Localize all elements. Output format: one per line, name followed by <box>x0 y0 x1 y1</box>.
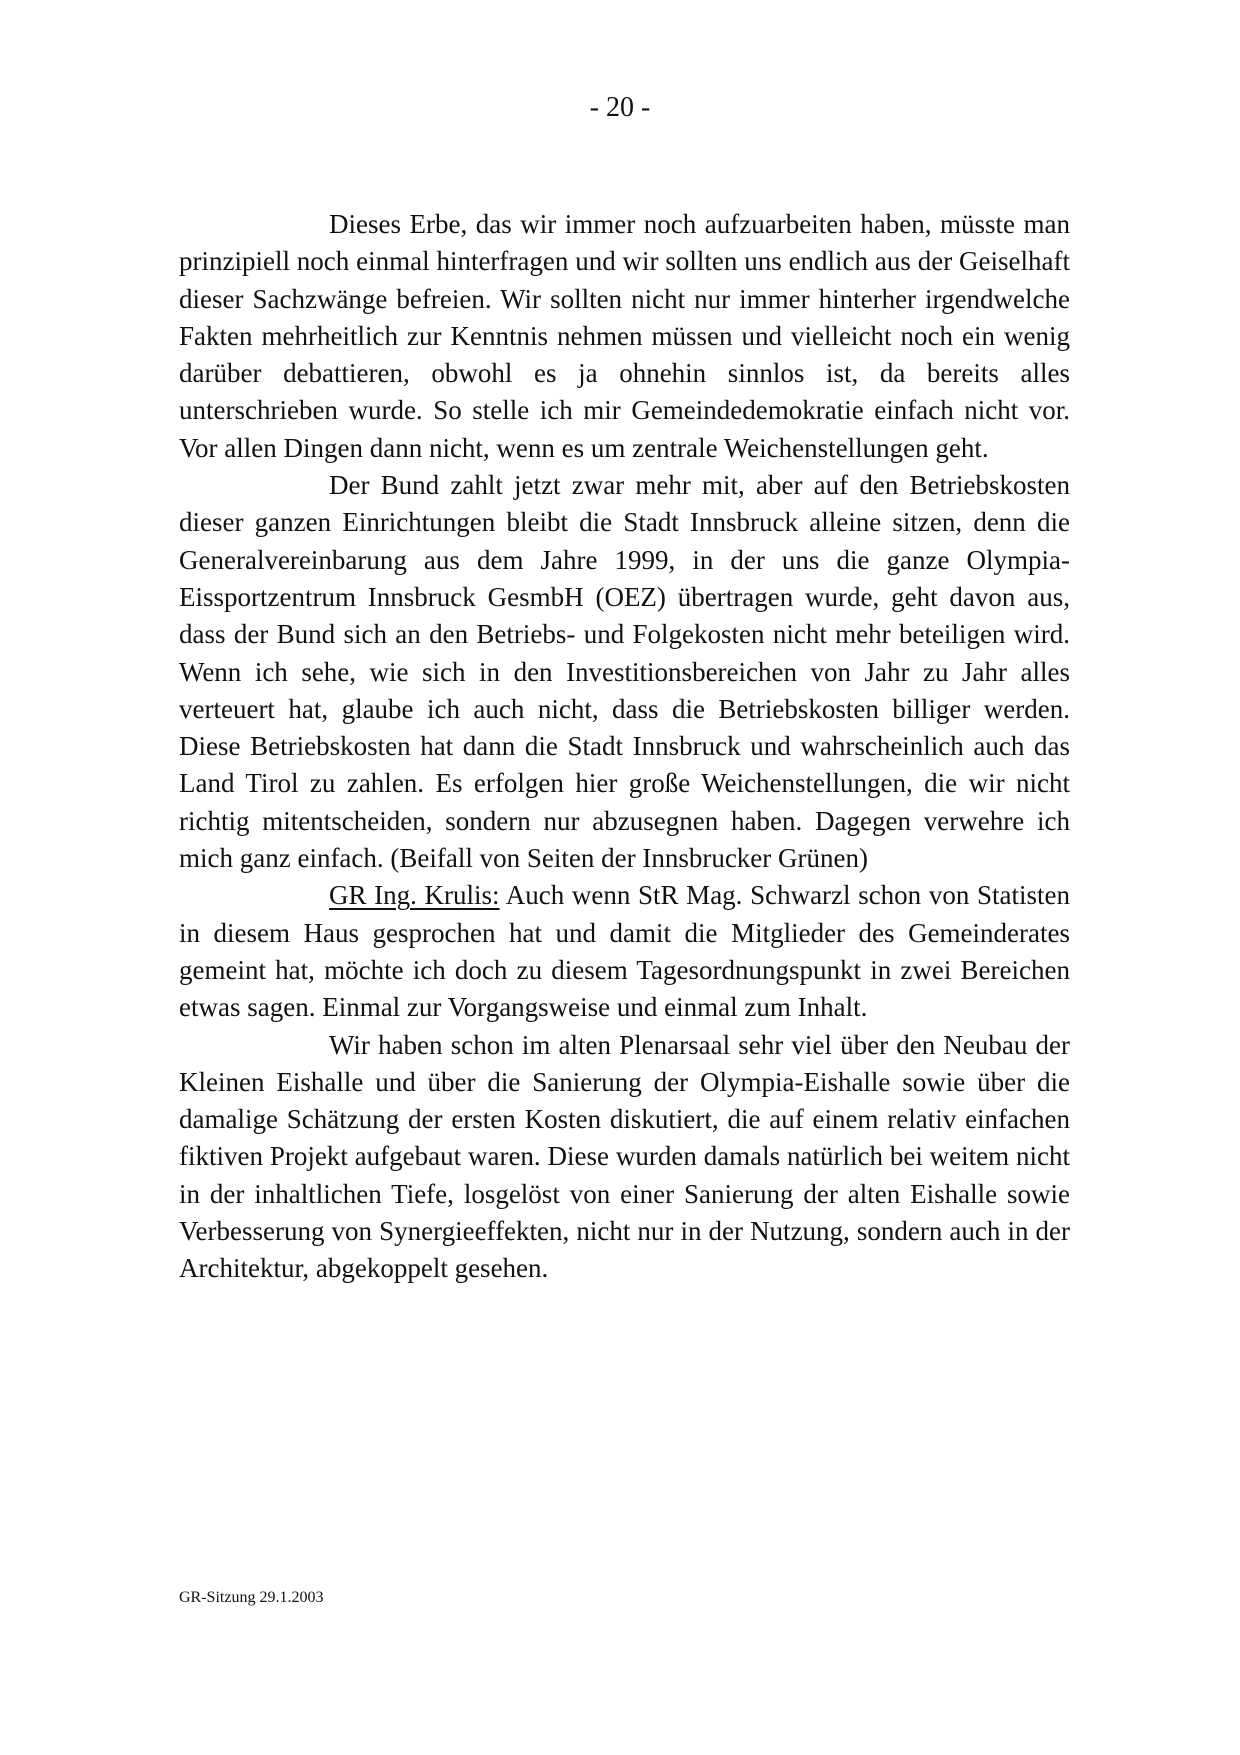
page-number: - 20 - <box>589 92 651 123</box>
document-body <box>179 206 1070 1288</box>
paragraph-3 <box>179 877 1070 1026</box>
speaker-name: GR Ing. Krulis: <box>329 880 500 911</box>
speaker-statement: Auch wenn StR Mag. Schwarzl schon von Statisten in diesem Haus gesprochen hat und damit die Mitglieder des Gemeinderates gemeint hat, möchte ich doch zu diesem Tagesordnungspunkt in zwei Bereichen etwas sagen. Einmal zur Vorgangsweise und einmal zum Inhalt. <box>179 880 1070 1023</box>
paragraph-1: Dieses Erbe, das wir immer noch aufzuarbeiten haben, müsste man prinzipiell noch einmal hinterfragen und wir sollten uns endlich aus der Geiselhaft dieser Sachzwänge befreien. Wir sollten nicht nur immer hinterher irgendwelche Fakten mehrheitlich zur Kenntnis nehmen müssen und vielleicht noch ein wenig darüber debattieren, obwohl es ja ohnehin sinnlos ist, da bereits alles unterschrieben wurde. So stelle ich mir Gemeindedemokratie einfach nicht vor. Vor allen Dingen dann nicht, wenn es um zentrale Weichenstellungen geht. <box>179 209 1070 463</box>
paragraph-4: Wir haben schon im alten Plenarsaal sehr viel über den Neubau der Kleinen Eishalle und über die Sanierung der Olympia-Eishalle sowie über die damalige Schätzung der ersten Kosten diskutiert, die auf einem relativ einfachen fiktiven Projekt aufgebaut waren. Diese wurden damals natürlich bei weitem nicht in der inhaltlichen Tiefe, losgelöst von einer Sanierung der alten Eishalle sowie Verbesserung von Synergieeffekten, nicht nur in der Nutzung, sondern auch in der Architektur, abgekoppelt gesehen. <box>179 1029 1070 1284</box>
footer-session-date: GR-Sitzung 29.1.2003 <box>179 1589 324 1606</box>
paragraph-2: Der Bund zahlt jetzt zwar mehr mit, aber auf den Betriebskosten dieser ganzen Einrichtungen bleibt die Stadt Innsbruck alleine sitzen, denn die Generalvereinbarung aus dem Jahre 1999, in der uns die ganze Olympia-Eissportzentrum Innsbruck GesmbH (OEZ) übertragen wurde, geht davon aus, dass der Bund sich an den Betriebs- und Folgekosten nicht mehr beteiligen wird. Wenn ich sehe, wie sich in den Investitionsbereichen von Jahr zu Jahr alles verteuert hat, glaube ich auch nicht, dass die Betriebskosten billiger werden. Diese Betriebskosten hat dann die Stadt Innsbruck und wahrscheinlich auch das Land Tirol zu zahlen. Es erfolgen hier große Weichenstellungen, die wir nicht richtig mitentscheiden, sondern nur abzusegnen haben. Dagegen verwehre ich mich ganz einfach. (Beifall von Seiten der Innsbrucker Grünen) <box>179 470 1070 874</box>
